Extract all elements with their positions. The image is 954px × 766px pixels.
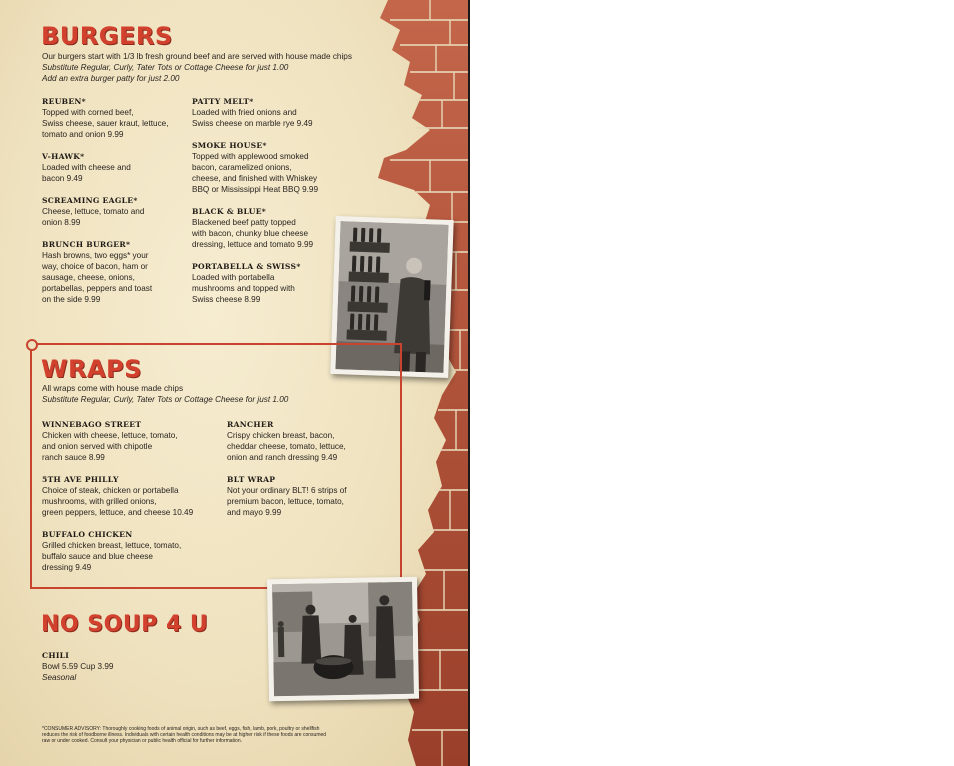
item-name: CHILI	[42, 651, 70, 660]
item-name: BLT WRAP	[227, 475, 276, 484]
item-desc-line: Loaded with cheese and	[42, 163, 131, 172]
advisory-line: raw or under cooked. Consult your physician or public health official for further information.	[42, 738, 243, 745]
item-desc-line: BBQ or Mississippi Heat BBQ 9.99	[192, 185, 319, 194]
item-desc-line: Swiss cheese 8.99	[192, 295, 261, 304]
wraps-intro	[42, 383, 382, 405]
item-name: SCREAMING EAGLE*	[42, 196, 138, 205]
item-desc-line: ranch sauce 8.99	[42, 453, 105, 462]
item-name: REUBEN*	[42, 97, 86, 106]
menu-item-v-hawk	[42, 151, 192, 184]
menu-page	[0, 0, 470, 766]
item-name: WINNEBAGO STREET	[42, 420, 142, 429]
item-desc-line: green peppers, lettuce, and cheese 10.49	[42, 508, 194, 517]
item-desc-line: tomato and onion 9.99	[42, 130, 124, 139]
vintage-photo-street	[267, 577, 419, 702]
menu-item-patty-melt	[192, 96, 342, 129]
burgers-substitute-note: Substitute Regular, Curly, Tater Tots or Cottage Cheese for just 1.00	[42, 63, 289, 72]
item-desc-line: premium bacon, lettuce, tomato,	[227, 497, 344, 506]
item-note: Seasonal	[42, 673, 77, 682]
item-desc-line: Chicken with cheese, lettuce, tomato,	[42, 431, 178, 440]
menu-item-rancher	[227, 419, 397, 463]
item-name: 5TH AVE PHILLY	[42, 475, 119, 484]
menu-item-portabella-swiss	[192, 261, 332, 305]
item-desc-line: dressing, lettuce and tomato 9.99	[192, 240, 314, 249]
item-price-line: Bowl 5.59 Cup 3.99	[42, 662, 114, 671]
item-name: BLACK & BLUE*	[192, 207, 267, 216]
menu-item-winnebago-street	[42, 419, 227, 463]
item-desc-line: buffalo sauce and blue cheese	[42, 552, 153, 561]
item-desc-line: Cheese, lettuce, tomato and	[42, 207, 145, 216]
menu-item-5th-ave-philly	[42, 474, 227, 518]
item-name: SMOKE HOUSE*	[192, 141, 267, 150]
advisory-line: *CONSUMER ADVISORY: Thoroughly cooking foods of animal origin, such as beef, eggs, fish, lamb, pork, poultry or shellfish	[42, 726, 320, 732]
burgers-heading: BURGERS	[41, 22, 173, 50]
wraps-substitute-note: Substitute Regular, Curly, Tater Tots or Cottage Cheese for just 1.00	[42, 395, 289, 404]
menu-item-chili	[42, 650, 192, 683]
menu-item-buffalo-chicken	[42, 529, 227, 573]
item-desc-line: and onion served with chipotle	[42, 442, 153, 451]
item-desc-line: Not your ordinary BLT! 6 strips of	[227, 486, 347, 495]
menu-item-reuben	[42, 96, 192, 140]
item-desc-line: dressing 9.49	[42, 563, 92, 572]
item-desc-line: Crispy chicken breast, bacon,	[227, 431, 335, 440]
item-desc-line: Topped with corned beef,	[42, 108, 134, 117]
item-name: BUFFALO CHICKEN	[42, 530, 133, 539]
wraps-intro-line: All wraps come with house made chips	[42, 384, 184, 393]
item-desc-line: with bacon, chunky blue cheese	[192, 229, 309, 238]
item-desc-line: Swiss cheese, sauer kraut, lettuce,	[42, 119, 169, 128]
item-desc-line: and mayo 9.99	[227, 508, 282, 517]
menu-item-smoke-house	[192, 140, 342, 195]
menu-item-black-and-blue	[192, 206, 342, 250]
item-desc-line: sausage, cheese, onions,	[42, 273, 135, 282]
item-desc-line: Loaded with portabella	[192, 273, 275, 282]
item-desc-line: onion 8.99	[42, 218, 81, 227]
soup-heading: NO SOUP 4 U	[41, 612, 209, 637]
item-desc-line: on the side 9.99	[42, 295, 101, 304]
burgers-intro	[42, 51, 372, 84]
item-desc-line: Choice of steak, chicken or portabella	[42, 486, 179, 495]
menu-item-screaming-eagle	[42, 195, 192, 228]
menu-item-brunch-burger	[42, 239, 192, 305]
burgers-extra-patty-note: Add an extra burger patty for just 2.00	[42, 74, 180, 83]
item-desc-line: onion and ranch dressing 9.49	[227, 453, 338, 462]
item-desc-line: Topped with applewood smoked	[192, 152, 309, 161]
item-desc-line: cheddar cheese, tomato, lettuce,	[227, 442, 346, 451]
item-name: V-HAWK*	[42, 152, 85, 161]
item-name: RANCHER	[227, 420, 274, 429]
item-desc-line: Blackened beef patty topped	[192, 218, 296, 227]
burgers-intro-line: Our burgers start with 1/3 lb fresh ground beef and are served with house made chips	[42, 52, 352, 61]
item-desc-line: bacon 9.49	[42, 174, 83, 183]
item-name: PORTABELLA & SWISS*	[192, 262, 301, 271]
item-name: BRUNCH BURGER*	[42, 240, 131, 249]
item-desc-line: bacon, caramelized onions,	[192, 163, 292, 172]
item-desc-line: Hash browns, two eggs* your	[42, 251, 149, 260]
item-name: PATTY MELT*	[192, 97, 254, 106]
item-desc-line: way, choice of bacon, ham or	[42, 262, 148, 271]
consumer-advisory	[42, 726, 372, 745]
item-desc-line: mushrooms, with grilled onions,	[42, 497, 157, 506]
item-desc-line: cheese, and finished with Whiskey	[192, 174, 318, 183]
item-desc-line: mushrooms and topped with	[192, 284, 295, 293]
item-desc-line: Swiss cheese on marble rye 9.49	[192, 119, 313, 128]
menu-item-blt-wrap	[227, 474, 397, 518]
item-desc-line: Loaded with fried onions and	[192, 108, 297, 117]
item-desc-line: Grilled chicken breast, lettuce, tomato,	[42, 541, 182, 550]
wraps-heading: WRAPS	[41, 355, 142, 383]
item-desc-line: portabellas, peppers and toast	[42, 284, 153, 293]
advisory-line: reduces the risk of foodborne illness. Individuals with certain health conditions may be at higher risk if these foods are consumed	[42, 732, 327, 739]
